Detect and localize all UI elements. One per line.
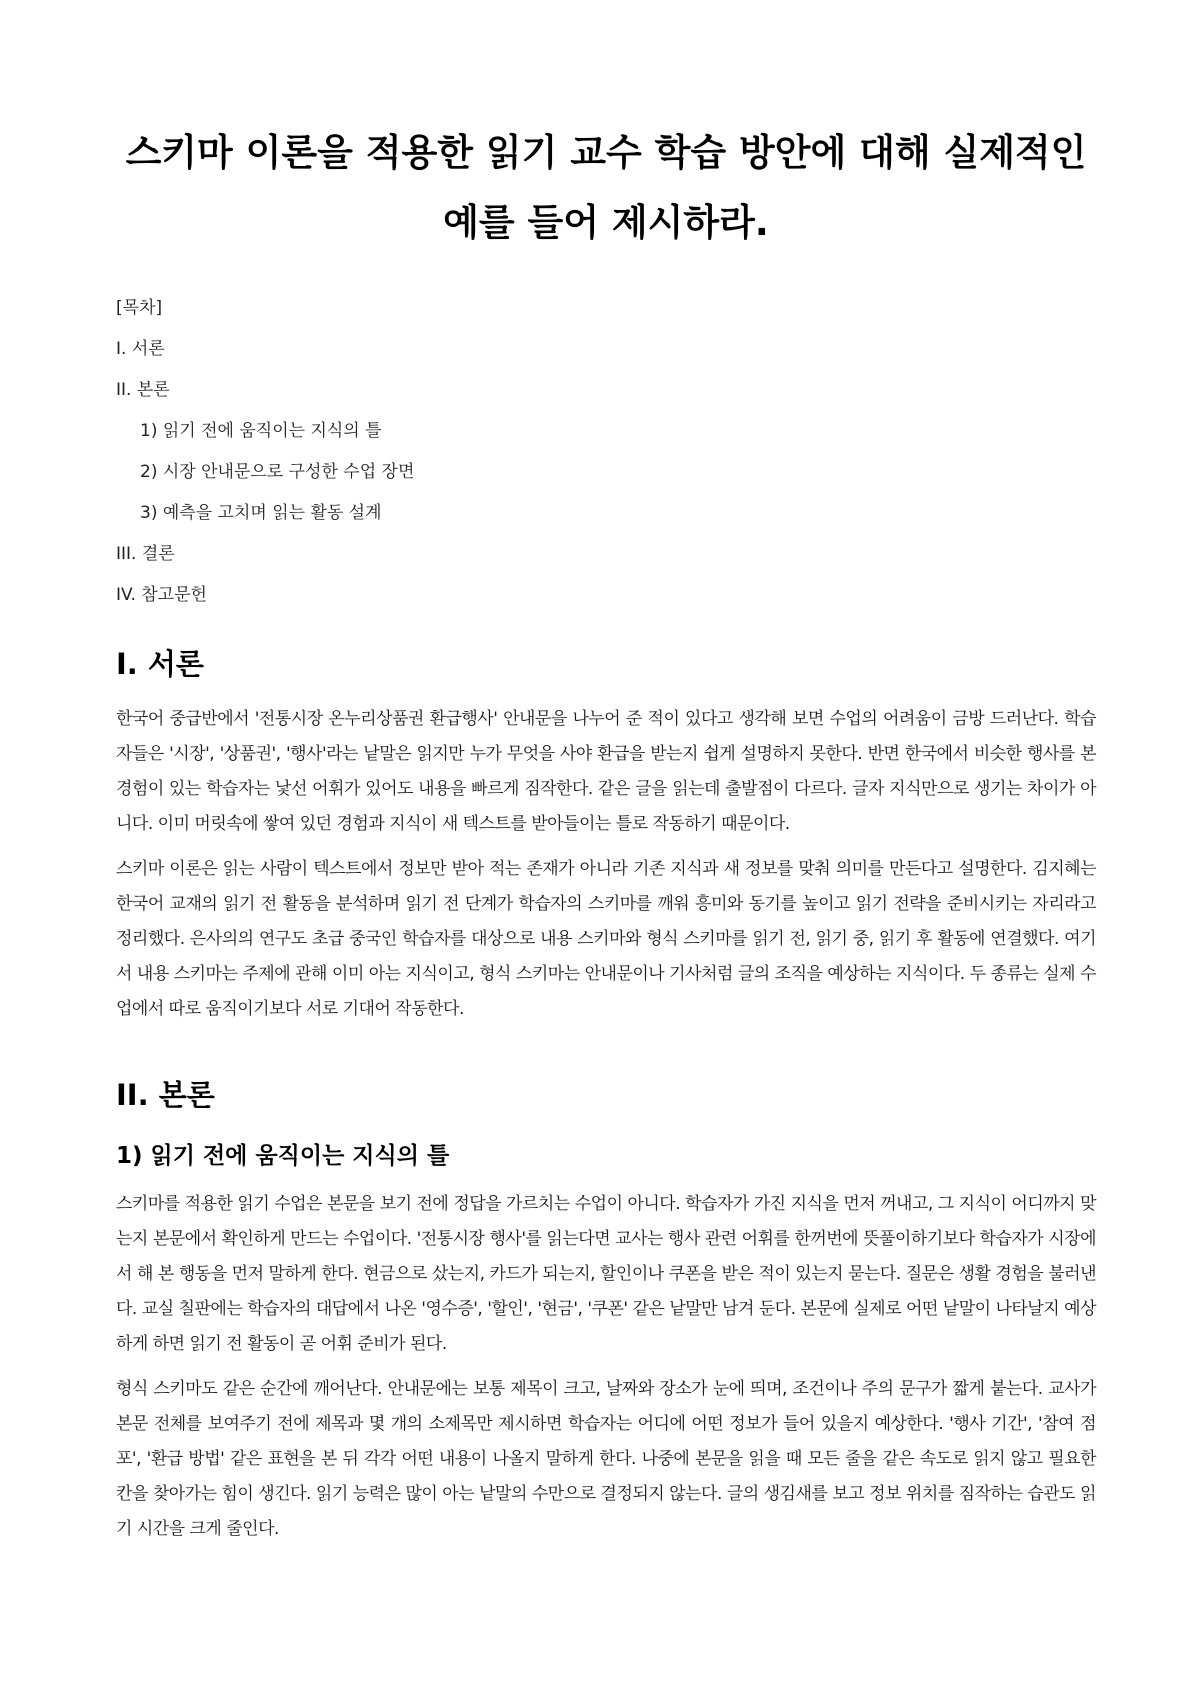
intro-section [116, 642, 1096, 1027]
toc-subitem: 1) 읽기 전에 움직이는 지식의 틀 [140, 421, 382, 441]
toc-subitem: 2) 시장 안내문으로 구성한 수업 장면 [140, 462, 415, 482]
toc-subitem: 3) 예측을 고치며 읽는 활동 설계 [140, 503, 382, 523]
table-of-contents [116, 288, 1096, 616]
subsection-heading: 1) 읽기 전에 움직이는 지식의 틀 [116, 1143, 450, 1169]
toc-item: I. 서론 [116, 339, 165, 359]
toc-item: IV. 참고문헌 [116, 585, 207, 605]
section-spacer [116, 1037, 1096, 1065]
body-section [116, 1073, 1096, 1547]
toc-item: II. 본론 [116, 380, 170, 400]
section-heading-body: II. 본론 [116, 1078, 215, 1112]
intro-paragraph: 한국어 중급반에서 '전통시장 온누리상품권 환급행사' 안내문을 나누어 준 적이 있다고 생각해 보면 수업의 어려움이 금방 드러난다. 학습자들은 '시장', '상품권', '행사'라는 낱말은 읽지만 누가 무엇을 사야 환급을 받는지 쉽게 설명하지 못한다. 반면 한국에서 비슷한 행사를 본 경험이 있는 학습자는 낯선 어휘가 있어도 내용을 빠르게 짐작한다. 같은 글을 읽는데 출발점이 다르다. 글자 지식만으로 생기는 차이가 아니다. 이미 머릿속에 쌓여 있던 경험과 지식이 새 텍스트를 받아들이는 틀로 작동하기 때문이다. [116, 709, 1096, 834]
document-title: 스키마 이론을 적용한 읽기 교수 학습 방안에 대해 실제적인 예를 들어 제시하라. [125, 131, 1087, 244]
section-heading-intro: I. 서론 [116, 647, 204, 681]
toc-heading: [목차] [116, 298, 163, 318]
body-paragraph: 형식 스키마도 같은 순간에 깨어난다. 안내문에는 보통 제목이 크고, 날짜와 장소가 눈에 띄며, 조건이나 주의 문구가 짧게 붙는다. 교사가 본문 전체를 보여주기 전에 제목과 몇 개의 소제목만 제시하면 학습자는 어디에 어떤 정보가 들어 있을지 예상한다. '행사 기간', '참여 점포', '환급 방법' 같은 표현을 본 뒤 각각 어떤 내용이 나올지 말하게 한다. 나중에 본문을 읽을 때 모든 줄을 같은 속도로 읽지 않고 필요한 칸을 찾아가는 힘이 생긴다. 읽기 능력은 많이 아는 낱말의 수만으로 결정되지 않는다. 글의 생김새를 보고 정보 위치를 짐작하는 습관도 읽기 시간을 크게 줄인다. [116, 1379, 1096, 1539]
intro-paragraph: 스키마 이론은 읽는 사람이 텍스트에서 정보만 받아 적는 존재가 아니라 기존 지식과 새 정보를 맞춰 의미를 만든다고 설명한다. 김지혜는 한국어 교재의 읽기 전 활동을 분석하며 읽기 전 단계가 학습자의 스키마를 깨워 흥미와 동기를 높이고 읽기 전략을 준비시키는 자리라고 정리했다. 은사의의 연구도 초급 중국인 학습자를 대상으로 내용 스키마와 형식 스키마를 읽기 전, 읽기 중, 읽기 후 활동에 연결했다. 여기서 내용 스키마는 주제에 관해 이미 아는 지식이고, 형식 스키마는 안내문이나 기사처럼 글의 조직을 예상하는 지식이다. 두 종류는 실제 수업에서 따로 움직이기보다 서로 기대어 작동한다. [116, 859, 1096, 1019]
toc-item: III. 결론 [116, 544, 175, 564]
body-paragraph: 스키마를 적용한 읽기 수업은 본문을 보기 전에 정답을 가르치는 수업이 아니다. 학습자가 가진 지식을 먼저 꺼내고, 그 지식이 어디까지 맞는지 본문에서 확인하게 만드는 수업이다. '전통시장 행사'를 읽는다면 교사는 행사 관련 어휘를 한꺼번에 뜻풀이하기보다 학습자가 시장에서 해 본 행동을 먼저 말하게 한다. 현금으로 샀는지, 카드가 되는지, 할인이나 쿠폰을 받은 적이 있는지 묻는다. 질문은 생활 경험을 불러낸다. 교실 칠판에는 학습자의 대답에서 나온 '영수증', '할인', '현금', '쿠폰' 같은 낱말만 남겨 둔다. 본문에 실제로 어떤 낱말이 나타날지 예상하게 하면 읽기 전 활동이 곧 어휘 준비가 된다. [116, 1194, 1096, 1354]
